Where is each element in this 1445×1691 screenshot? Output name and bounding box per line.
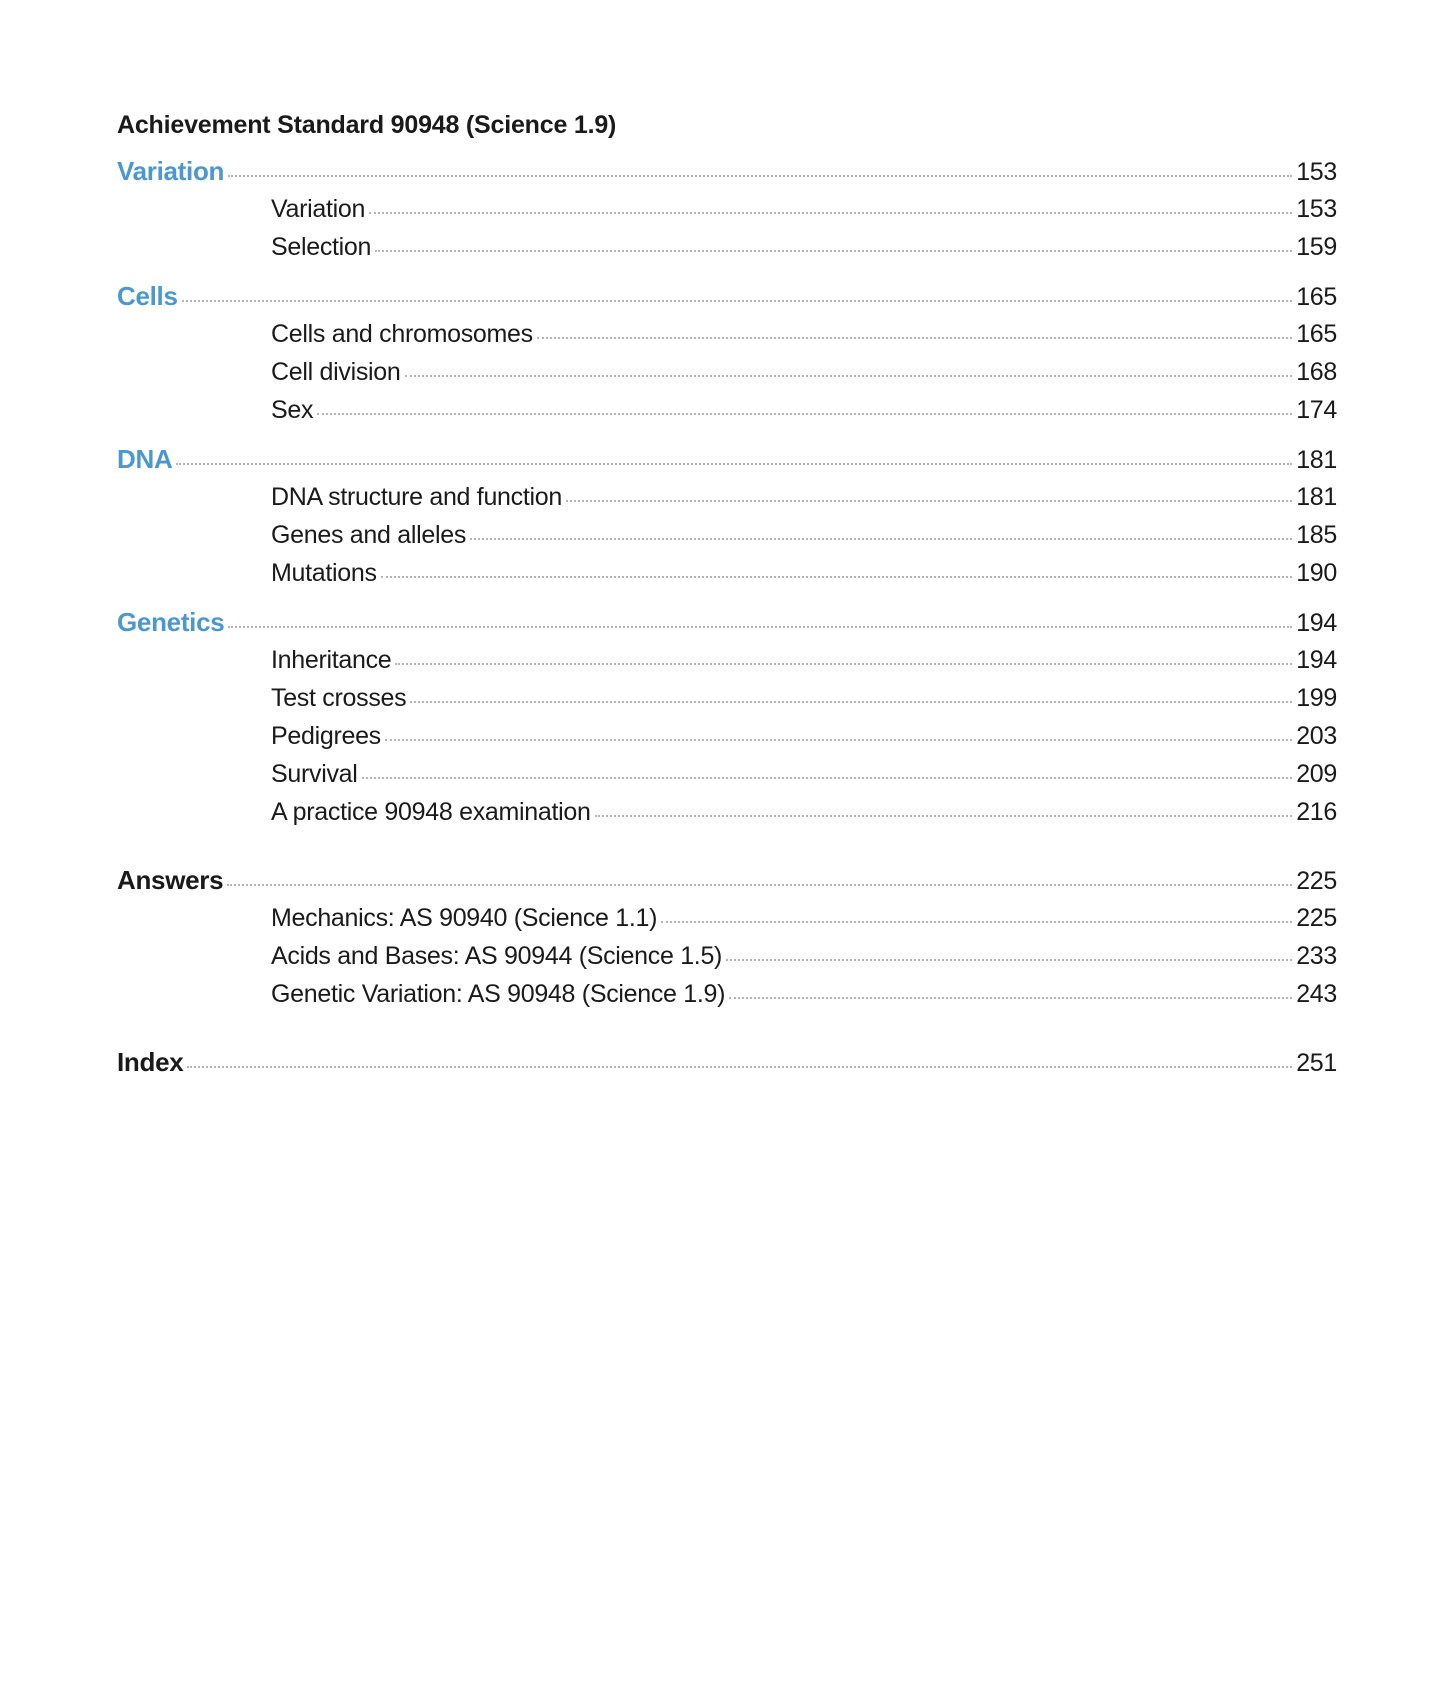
toc-entry[interactable]: [117, 975, 1337, 1013]
topic-section-dna: [117, 440, 1337, 592]
dot-leader: [595, 815, 1293, 817]
dot-leader: [410, 701, 1292, 703]
toc-entry[interactable]: [117, 315, 1337, 353]
toc-entry-index[interactable]: [117, 1043, 1337, 1081]
toc-entry[interactable]: [117, 755, 1337, 793]
dot-leader: [405, 375, 1293, 377]
dot-leader: [228, 626, 1292, 628]
toc-entry[interactable]: [117, 190, 1337, 228]
dot-leader: [385, 739, 1292, 741]
entry-title: Sex: [271, 396, 314, 424]
dot-leader: [375, 250, 1292, 252]
page-number: 194: [1296, 646, 1337, 674]
entry-title: Mechanics: AS 90940 (Science 1.1): [271, 904, 658, 932]
page-number: 153: [1296, 195, 1337, 223]
page-number: 199: [1296, 684, 1337, 712]
page-number: 225: [1296, 867, 1337, 895]
page-number: 233: [1296, 942, 1337, 970]
dot-leader: [470, 538, 1292, 540]
spacer: [117, 429, 1337, 440]
page-number: 190: [1296, 559, 1337, 587]
index-section: [117, 1043, 1337, 1081]
toc-entry[interactable]: [117, 228, 1337, 266]
dot-leader: [566, 500, 1292, 502]
page-number: 194: [1296, 609, 1337, 637]
toc-entry[interactable]: [117, 937, 1337, 975]
topic-section-variation: [117, 152, 1337, 266]
topic-title: Cells: [117, 281, 178, 311]
entry-title: Inheritance: [271, 646, 392, 674]
page-number: 209: [1296, 760, 1337, 788]
entry-title: DNA structure and function: [271, 483, 562, 511]
dot-leader: [362, 777, 1293, 779]
entry-title: Survival: [271, 760, 358, 788]
page-number: 225: [1296, 904, 1337, 932]
dot-leader: [395, 663, 1292, 665]
entry-title: Genetic Variation: AS 90948 (Science 1.9): [271, 980, 726, 1008]
toc-entry-topic[interactable]: [117, 152, 1337, 190]
entry-title: Acids and Bases: AS 90944 (Science 1.5): [271, 942, 723, 970]
index-title: Index: [117, 1047, 184, 1077]
spacer: [117, 592, 1337, 603]
toc-entry[interactable]: [117, 353, 1337, 391]
page-number: 165: [1296, 320, 1337, 348]
dot-leader: [317, 413, 1292, 415]
answers-section: [117, 861, 1337, 1013]
toc-entry[interactable]: [117, 717, 1337, 755]
toc-entry[interactable]: [117, 478, 1337, 516]
dot-leader: [381, 576, 1293, 578]
entry-title: Mutations: [271, 559, 377, 587]
page-number: 153: [1296, 158, 1337, 186]
page-number: 251: [1296, 1049, 1337, 1077]
standard-heading: Achievement Standard 90948 (Science 1.9): [117, 111, 617, 139]
entry-title: Variation: [271, 195, 366, 223]
spacer: [117, 1013, 1337, 1043]
entry-title: Genes and alleles: [271, 521, 467, 549]
toc-entry[interactable]: [117, 641, 1337, 679]
page-number: 159: [1296, 233, 1337, 261]
topic-title: DNA: [117, 444, 173, 474]
page-number: 216: [1296, 798, 1337, 826]
toc-entry[interactable]: [117, 679, 1337, 717]
entry-title: Selection: [271, 233, 372, 261]
toc-entry[interactable]: [117, 793, 1337, 831]
dot-leader: [726, 959, 1292, 961]
page-number: 168: [1296, 358, 1337, 386]
toc-entry-topic[interactable]: [117, 603, 1337, 641]
toc-entry-answers[interactable]: [117, 861, 1337, 899]
entry-title: A practice 90948 examination: [271, 798, 591, 826]
dot-leader: [176, 463, 1292, 465]
dot-leader: [661, 921, 1292, 923]
spacer: [117, 831, 1337, 861]
toc-entry-topic[interactable]: [117, 277, 1337, 315]
topic-section-genetics: [117, 603, 1337, 831]
dot-leader: [187, 1066, 1292, 1068]
toc-entry[interactable]: [117, 516, 1337, 554]
dot-leader: [182, 300, 1293, 302]
dot-leader: [537, 337, 1292, 339]
toc-entry-topic[interactable]: [117, 440, 1337, 478]
entry-title: Test crosses: [271, 684, 407, 712]
answers-title: Answers: [117, 865, 224, 895]
page-number: 181: [1296, 483, 1337, 511]
dot-leader: [729, 997, 1292, 999]
page-number: 165: [1296, 283, 1337, 311]
page-number: 243: [1296, 980, 1337, 1008]
page-number: 181: [1296, 446, 1337, 474]
page-number: 174: [1296, 396, 1337, 424]
entry-title: Cell division: [271, 358, 401, 386]
dot-leader: [369, 212, 1292, 214]
dot-leader: [227, 884, 1292, 886]
entry-title: Pedigrees: [271, 722, 381, 750]
topic-section-cells: [117, 277, 1337, 429]
topic-title: Variation: [117, 156, 225, 186]
spacer: [117, 266, 1337, 277]
toc-entry[interactable]: [117, 391, 1337, 429]
page-number: 185: [1296, 521, 1337, 549]
page-number: 203: [1296, 722, 1337, 750]
toc-entry[interactable]: [117, 554, 1337, 592]
dot-leader: [228, 175, 1292, 177]
entry-title: Cells and chromosomes: [271, 320, 533, 348]
table-of-contents: [117, 108, 1337, 1081]
toc-entry[interactable]: [117, 899, 1337, 937]
topic-title: Genetics: [117, 607, 225, 637]
